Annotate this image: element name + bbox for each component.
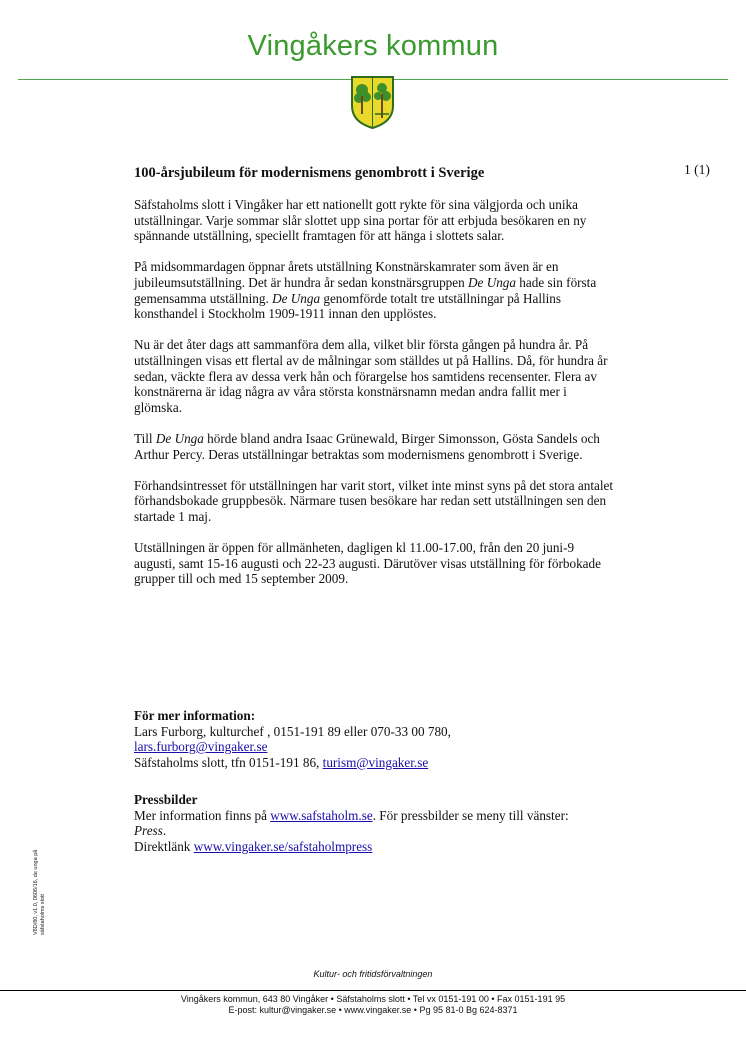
document-title: 100-årsjubileum för modernismens genombrott i Sverige xyxy=(134,165,485,181)
group-name: De Unga xyxy=(468,274,516,290)
contact-section xyxy=(134,708,634,770)
paragraph-intro: Säfstaholms slott i Vingåker har ett nationellt gott rykte för sina välgjorda och unika utställningar. Varje sommar slår slottet upp sina portar för att erbjuda besökaren en ny spännande utställning, speciellt framtagen för att hänga i slottets salar. xyxy=(134,197,587,244)
press-menu-name: Press xyxy=(134,823,163,839)
paragraph-opening-hours: Utställningen är öppen för allmänheten, dagligen kl 11.00-17.00, från den 20 juni-9 augusti, samt 15-16 augusti och 22-23 augusti. Därutöver visas utställning för förbokade grupper till och med 15 september 2009. xyxy=(134,540,601,587)
tourism-email-link[interactable]: turism@vingaker.se xyxy=(322,754,429,770)
group-name: De Unga xyxy=(155,430,204,446)
footer-contact-line: E-post: kultur@vingaker.se • www.vingaker.se • Pg 95 81-0 Bg 624-8371 xyxy=(228,1005,518,1015)
org-name-heading: Vingåkers kommun xyxy=(247,30,499,62)
contact-heading: För mer information: xyxy=(134,708,256,723)
text-run: . För pressbilder se meny till vänster: xyxy=(372,807,569,823)
press-info-line xyxy=(134,808,634,824)
document-body xyxy=(134,197,614,587)
reference-line: säfstaholms slott xyxy=(40,894,46,935)
press-menu-line xyxy=(134,823,634,839)
municipal-crest-icon xyxy=(349,74,396,130)
press-images-link[interactable]: www.vingaker.se/safstaholmpress xyxy=(193,838,373,854)
press-section xyxy=(134,792,634,854)
paragraph-reunion: Nu är det åter dags att sammanföra dem alla, vilket blir första gången på hundra år. På utställningen visas ett flertal av de målningar som ställdes ut på Hallins. Då, för hundra år sedan, väckte flera av dessa verk hån och förargelse hos samtidens recensenter. Flera av konstnärerna är idag några av våra största konstnärsnamn medan andra fallit mer i glömska. xyxy=(134,337,608,415)
footer xyxy=(0,994,746,1016)
text-run: hade sin första gemensamma utställning. xyxy=(134,274,597,306)
castle-phone-text: Säfstaholms slott, tfn 0151-191 86, xyxy=(134,754,323,770)
direct-link-line xyxy=(134,839,634,855)
footer-divider xyxy=(0,990,746,991)
text-run: Direktlänk xyxy=(134,838,194,854)
press-heading: Pressbilder xyxy=(134,792,198,807)
document-reference-note xyxy=(33,850,47,935)
reference-line: V8D/80, v1.0, 0606/16, de unga på xyxy=(33,849,39,935)
contact-email-link[interactable]: lars.furborg@vingaker.se xyxy=(134,739,268,755)
safstaholm-website-link[interactable]: www.safstaholm.se xyxy=(270,807,373,823)
footer-address-line: Vingåkers kommun, 643 80 Vingåker • Säfstaholms slott • Tel vx 0151-191 00 • Fax 0151-191 95 xyxy=(180,994,566,1004)
contact-person-line: Lars Furborg, kulturchef , 0151-191 89 eller 070-33 00 780, xyxy=(134,723,451,739)
paragraph-artists xyxy=(134,431,614,462)
text-run: Mer information finns på xyxy=(134,807,271,823)
page-number: 1 (1) xyxy=(684,162,710,177)
text-run: hörde bland andra Isaac Grünewald, Birger Simonsson, Gösta Sandels och Arthur Percy. Deras utställningar betraktas som modernismens genombrott i Sverige. xyxy=(134,430,600,462)
castle-contact-line xyxy=(134,755,634,771)
group-name: De Unga xyxy=(272,290,321,306)
department-name: Kultur- och fritidsförvaltningen xyxy=(313,969,433,979)
text-run: . xyxy=(162,823,167,839)
paragraph-exhibition xyxy=(134,259,614,321)
text-run: På midsommardagen öppnar årets utställning Konstnärskamrater som även är en jubileumsutställning. Det är hundra år sedan konstnärsgruppen xyxy=(134,259,559,290)
text-run: Till xyxy=(134,430,156,446)
paragraph-interest: Förhandsintresset för utställningen har varit stort, vilket inte minst syns på det stora antalet förhandsbokade gruppbesök. Närmare tusen besökare har redan sett utställningen sen den startade 1 maj. xyxy=(134,477,614,524)
text-run: genomförde totalt tre utställningar på Hallins konsthandel i Stockholm 1909-1911 innan den upplöstes. xyxy=(134,290,562,322)
